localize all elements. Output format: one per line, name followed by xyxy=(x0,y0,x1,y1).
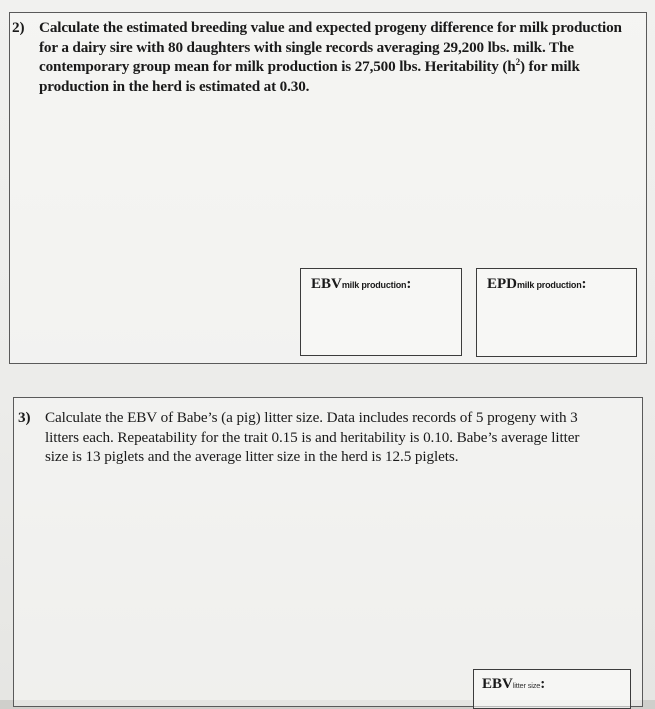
question-2-line-3b: ) for milk xyxy=(519,58,580,75)
ebv-litter-answer-box[interactable] xyxy=(473,669,631,709)
question-2-line-3a: contemporary group mean for milk production is 27,500 lbs. Heritability (h xyxy=(39,58,516,75)
question-3-number: 3) xyxy=(18,409,31,426)
question-2-line-4: production in the herd is estimated at 0.30. xyxy=(39,77,310,95)
ebv-litter-subscript: litter size xyxy=(512,681,541,690)
ebv-milk-answer-box[interactable] xyxy=(300,268,462,356)
question-2-line-1: Calculate the estimated breeding value and expected progeny difference for milk production xyxy=(39,19,622,36)
question-3-line-1: Calculate the EBV of Babe’s (a pig) litter size. Data includes records of 5 progeny with 3 xyxy=(45,409,578,426)
question-3-box xyxy=(13,397,643,707)
ebv-label-text: EBV xyxy=(311,276,342,292)
question-3-line-2: litters each. Repeatability for the trait 0.15 is and heritability is 0.10. Babe’s average litter xyxy=(45,428,580,446)
question-3-text xyxy=(18,408,633,467)
epd-milk-colon: : xyxy=(581,276,587,292)
question-2-text xyxy=(12,18,642,96)
ebv-milk-label xyxy=(311,276,411,293)
question-3-line-3: size is 13 piglets and the average litter size in the herd is 12.5 piglets. xyxy=(45,448,459,465)
ebv-litter-label xyxy=(482,676,545,693)
superscript-2: 2 xyxy=(515,56,520,67)
ebv-litter-colon: : xyxy=(540,676,546,692)
question-2-number: 2) xyxy=(12,19,25,36)
epd-milk-label xyxy=(487,276,587,293)
epd-milk-answer-box[interactable] xyxy=(476,268,637,357)
question-2-line-2: for a dairy sire with 80 daughters with single records averaging 29,200 lbs. milk. The xyxy=(39,38,574,56)
ebv-milk-subscript: milk production xyxy=(341,280,407,290)
epd-milk-subscript: milk production xyxy=(517,280,582,290)
epd-label-text: EPD xyxy=(487,276,517,292)
ebv-milk-colon: : xyxy=(406,276,412,292)
ebv-litter-label-text: EBV xyxy=(482,676,513,692)
